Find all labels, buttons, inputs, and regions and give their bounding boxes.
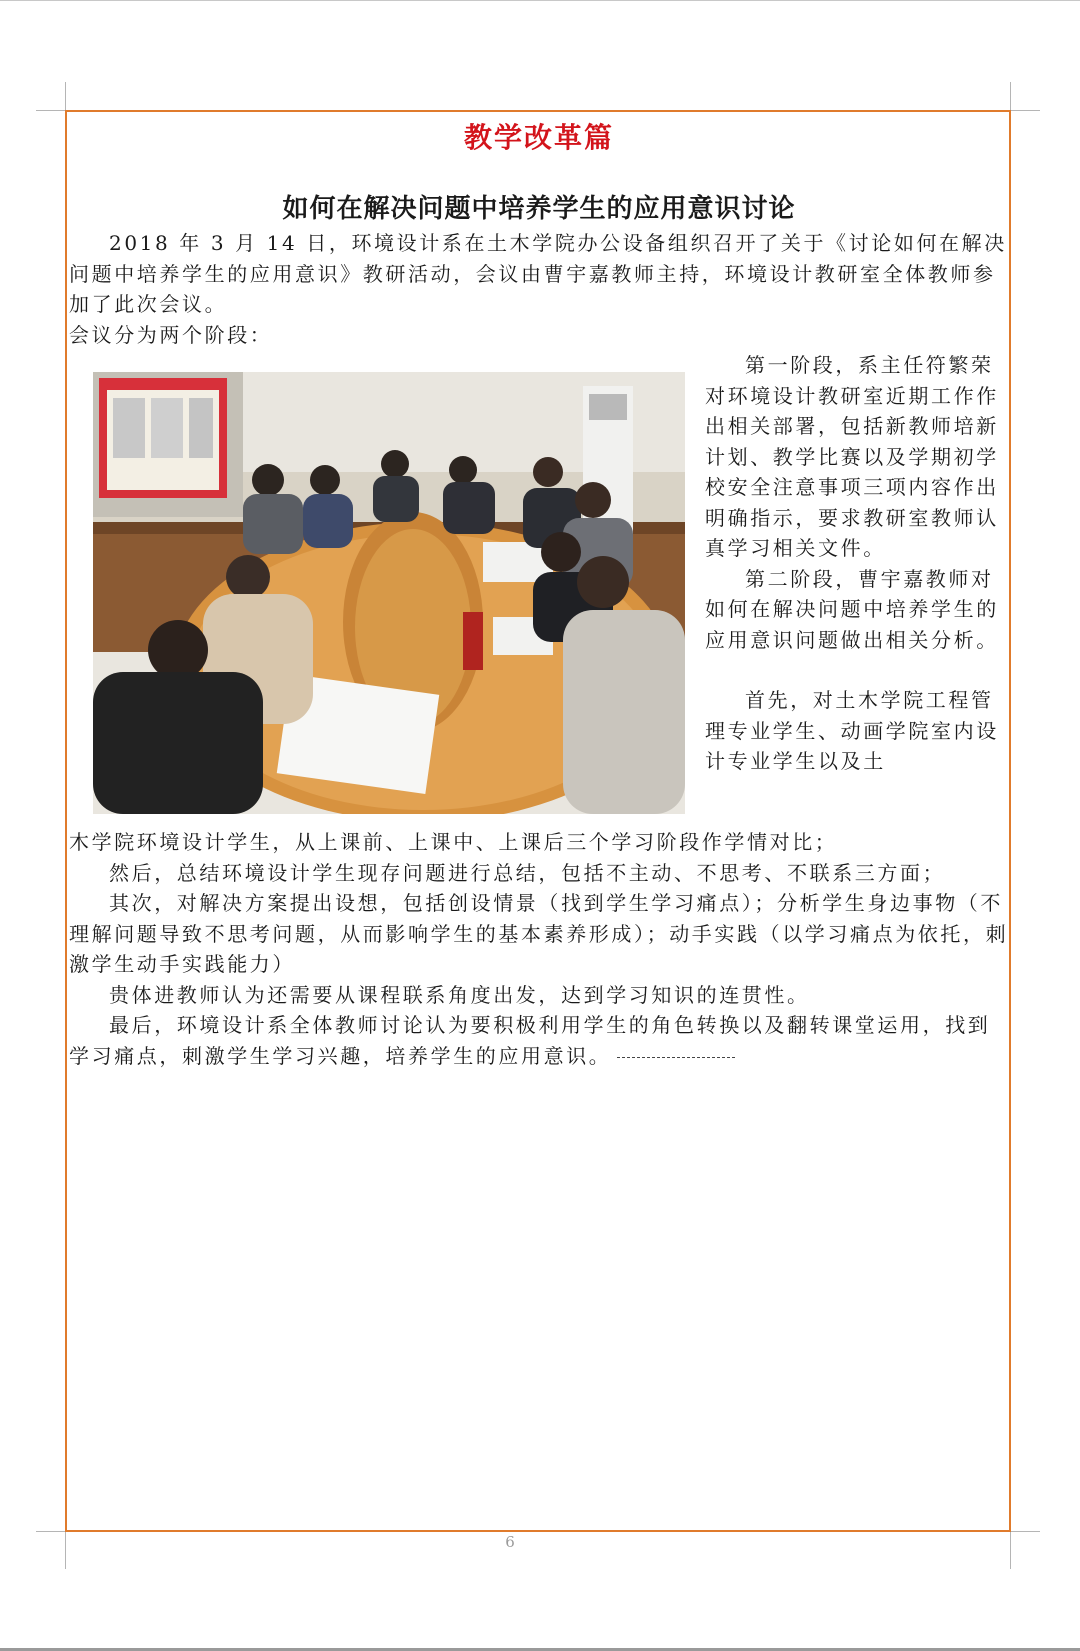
crop-mark-bottom-right-v	[1010, 1531, 1011, 1569]
paragraph-gap	[705, 655, 1009, 685]
side-column	[705, 350, 1009, 777]
first-point-side: 首先，对土木学院工程管理专业学生、动画学院室内设计专业学生以及土	[705, 688, 999, 773]
crop-mark-bottom-right-h	[1010, 1531, 1040, 1532]
intro-paragraph: 2018 年 3 月 14 日，环境设计系在土木学院办公设备组织召开了关于《讨论如何在解决问题中培养学生的应用意识》教研活动，会议由曹宇嘉教师主持，环境设计教研室全体教师参加了此次会议。	[69, 231, 1007, 316]
section-label: 教学改革篇	[463, 121, 614, 154]
page-top-rule	[0, 0, 1080, 1]
first-point-continued: 木学院环境设计学生，从上课前、上课中、上课后三个学习阶段作学情对比；	[69, 830, 838, 854]
intro-block	[69, 228, 1009, 350]
lower-block	[69, 827, 1009, 1071]
crop-mark-top-right-v	[1010, 82, 1011, 111]
stages-intro: 会议分为两个阶段：	[69, 322, 273, 347]
crop-mark-top-left-h	[36, 110, 66, 111]
final-point-paragraph	[69, 1010, 1009, 1071]
teacher-point: 贵体进教师认为还需要从课程联系角度出发，达到学习知识的连贯性。	[109, 982, 810, 1007]
stage-two-paragraph: 第二阶段，曹宇嘉教师对如何在解决问题中培养学生的应用意识问题做出相关分析。	[705, 566, 999, 652]
crop-mark-top-right-h	[1010, 110, 1040, 111]
crop-mark-top-left-v	[65, 82, 66, 111]
crop-mark-bottom-left-v	[65, 1531, 66, 1569]
final-point: 最后，环境设计系全体教师讨论认为要积极利用学生的角色转换以及翻转课堂运用，找到学习痛点，刺激学生学习兴趣，培养学生的应用意识。	[69, 1013, 991, 1068]
meeting-photo	[93, 372, 685, 814]
then-point: 然后，总结环境设计学生现存问题进行总结，包括不主动、不思考、不联系三方面；	[109, 860, 946, 885]
page-number: 6	[505, 1533, 515, 1551]
end-dash-line	[617, 1057, 735, 1058]
next-point: 其次，对解决方案提出设想，包括创设情景（找到学生学习痛点）；分析学生身边事物（不理解问题导致不思考问题，从而影响学生的基本素养形成）；动手实践（以学习痛点为依托，刺激学生动手实践能力）	[69, 891, 1009, 976]
stage-one-paragraph: 第一阶段，系主任符繁荣对环境设计教研室近期工作作出相关部署，包括新教师培新计划、教学比赛以及学期初学校安全注意事项三项内容作出明确指示，要求教研室教师认真学习相关文件。	[705, 353, 999, 560]
crop-mark-bottom-left-h	[36, 1531, 66, 1532]
article-title: 如何在解决问题中培养学生的应用意识讨论	[282, 194, 796, 224]
meeting-photo-icon	[93, 372, 685, 814]
